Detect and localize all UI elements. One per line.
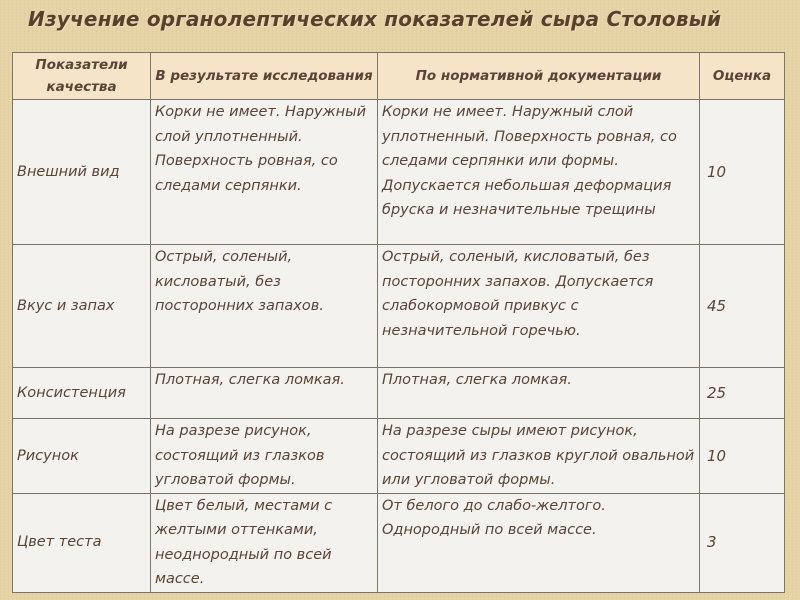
norm-cell: Острый, соленый, кисловатый, без посторонних запахов. Допускается слабокормовой привкус с незначительной горечью. (378, 245, 700, 368)
result-cell: Острый, соленый, кисловатый, без посторонних запахов. (151, 245, 378, 368)
table-row (13, 245, 785, 368)
result-cell: Корки не имеет. Наружный слой уплотненный. Поверхность ровная, со следами серпянки. (151, 100, 378, 245)
table-header-row (13, 53, 785, 100)
table-row (13, 100, 785, 245)
score-cell: 45 (700, 245, 785, 368)
norm-cell: Плотная, слегка ломкая. (378, 368, 700, 419)
indicator-cell: Рисунок (13, 419, 151, 494)
indicator-cell: Внешний вид (13, 100, 151, 245)
score-cell: 10 (700, 419, 785, 494)
header-score: Оценка (700, 53, 785, 100)
score-cell: 25 (700, 368, 785, 419)
header-indicator: Показатели качества (13, 53, 151, 100)
indicator-cell: Цвет теста (13, 493, 151, 592)
score-cell: 3 (700, 493, 785, 592)
result-cell: На разрезе рисунок, состоящий из глазков угловатой формы. (151, 419, 378, 494)
table-row (13, 419, 785, 494)
result-cell: Плотная, слегка ломкая. (151, 368, 378, 419)
header-result: В результате исследования (151, 53, 378, 100)
page-title: Изучение органолептических показателей сыра Столовый (28, 7, 722, 31)
indicator-cell: Вкус и запах (13, 245, 151, 368)
norm-cell: От белого до слабо-желтого. Однородный по всей массе. (378, 493, 700, 592)
indicator-cell: Консистенция (13, 368, 151, 419)
quality-table (12, 52, 785, 593)
norm-cell: На разрезе сыры имеют рисунок, состоящий из глазков круглой овальной или угловатой формы. (378, 419, 700, 494)
score-cell: 10 (700, 100, 785, 245)
result-cell: Цвет белый, местами с желтыми оттенками, неоднородный по всей массе. (151, 493, 378, 592)
table-row (13, 493, 785, 592)
header-norm: По нормативной документации (378, 53, 700, 100)
table-row (13, 368, 785, 419)
norm-cell: Корки не имеет. Наружный слой уплотненный. Поверхность ровная, со следами серпянки или формы. Допускается небольшая деформация бруска и незначительные трещины (378, 100, 700, 245)
